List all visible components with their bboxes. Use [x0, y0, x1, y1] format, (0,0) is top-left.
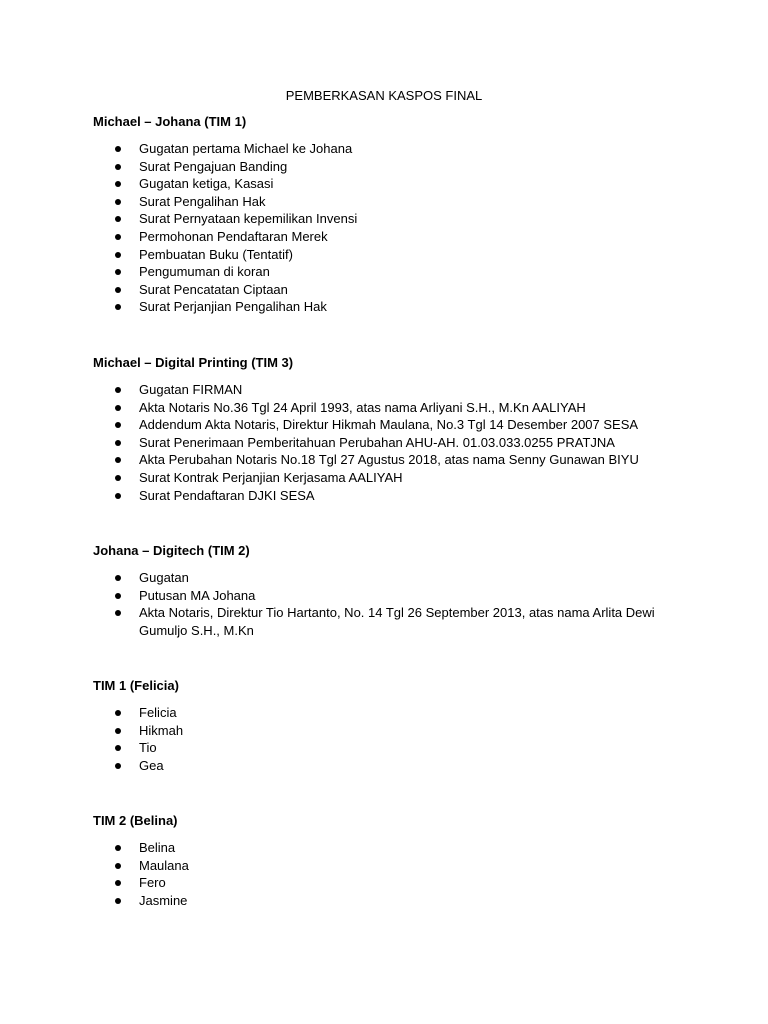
list-item-text: Gugatan pertama Michael ke Johana: [139, 141, 353, 156]
bullet-list: [93, 704, 693, 774]
bullet-icon: [115, 181, 121, 187]
list-item: [93, 298, 659, 316]
list-item: [93, 469, 659, 487]
bullet-icon: [115, 457, 121, 463]
list-item: [93, 739, 659, 757]
list-item: [93, 263, 659, 281]
list-item-text: Tio: [139, 740, 157, 756]
bullet-icon: [115, 234, 121, 240]
list-item: [93, 704, 659, 722]
list-item-text: Akta Notaris No.36 Tgl 24 April 1993, atas nama Arliyani S.H., M.Kn AALIYAH: [139, 399, 586, 415]
list-item: [93, 193, 659, 211]
list-item-text: Pengumuman di koran: [139, 264, 270, 280]
section-tim2-belina: [93, 813, 693, 909]
list-item-text: Surat Kontrak Perjanjian Kerjasama AALIYAH: [139, 469, 403, 485]
list-item: [93, 587, 659, 605]
list-item: [93, 246, 659, 264]
list-item-text: Akta Perubahan Notaris No.18 Tgl 27 Agustus 2018, atas nama Senny Gunawan BIYU: [139, 452, 639, 468]
list-item: [93, 175, 659, 193]
section-michael-digital-printing: [93, 355, 693, 504]
bullet-icon: [115, 745, 121, 751]
list-item-text: Jasmine: [139, 892, 188, 908]
section-heading: TIM 1 (Felicia): [93, 678, 179, 693]
bullet-icon: [115, 199, 121, 205]
list-item-text: Fero: [139, 875, 166, 891]
list-item: [93, 228, 659, 246]
bullet-icon: [115, 763, 121, 769]
section-michael-johana: [93, 114, 693, 316]
list-item-text: Felicia: [139, 705, 177, 720]
list-item: [93, 604, 659, 639]
list-item-text: Surat Penerimaan Pemberitahuan Perubahan AHU-AH. 01.03.033.0255 PRATJNA: [139, 434, 615, 450]
list-item-text: Surat Pernyataan kepemilikan Invensi: [139, 211, 358, 227]
bullet-icon: [115, 880, 121, 886]
list-item: [93, 874, 659, 892]
bullet-icon: [115, 728, 121, 734]
bullet-icon: [115, 475, 121, 481]
list-item-text: Surat Pengajuan Banding: [139, 158, 288, 174]
bullet-list: [93, 381, 693, 504]
list-item-text: Gugatan: [139, 570, 189, 585]
list-item-text: Pembuatan Buku (Tentatif): [139, 246, 293, 262]
bullet-icon: [115, 610, 121, 616]
bullet-icon: [115, 269, 121, 275]
bullet-icon: [115, 493, 121, 499]
bullet-list: [93, 839, 693, 909]
list-item: [93, 281, 659, 299]
list-item-text: Gugatan FIRMAN: [139, 382, 243, 397]
bullet-icon: [115, 146, 121, 152]
bullet-icon: [115, 304, 121, 310]
list-item-text: Maulana: [139, 857, 189, 873]
list-item: [93, 569, 659, 587]
section-heading: TIM 2 (Belina): [93, 813, 178, 828]
bullet-list: [93, 569, 693, 639]
section-heading: Michael – Digital Printing (TIM 3): [93, 355, 294, 370]
list-item: [93, 857, 659, 875]
bullet-icon: [115, 898, 121, 904]
list-item-text: Akta Notaris, Direktur Tio Hartanto, No. 14 Tgl 26 September 2013, atas nama Arlita Dewi Gumuljo S.H., M.Kn: [139, 605, 655, 638]
list-item-text: Surat Pengalihan Hak: [139, 193, 266, 209]
list-item: [93, 158, 659, 176]
list-item: [93, 140, 659, 158]
list-item: [93, 399, 659, 417]
document-title: PEMBERKASAN KASPOS FINAL: [285, 88, 483, 103]
section-heading: Johana – Digitech (TIM 2): [93, 543, 250, 558]
bullet-list: [93, 140, 693, 316]
list-item-text: Surat Perjanjian Pengalihan Hak: [139, 299, 327, 315]
bullet-icon: [115, 387, 121, 393]
list-item-text: Permohonan Pendaftaran Merek: [139, 228, 328, 244]
bullet-icon: [115, 863, 121, 869]
list-item-text: Surat Pendaftaran DJKI SESA: [139, 487, 315, 503]
list-item: [93, 416, 659, 434]
bullet-icon: [115, 405, 121, 411]
list-item: [93, 487, 659, 505]
section-johana-digitech: [93, 543, 693, 639]
list-item: [93, 839, 659, 857]
list-item: [93, 381, 659, 399]
bullet-icon: [115, 593, 121, 599]
bullet-icon: [115, 845, 121, 851]
list-item-text: Gea: [139, 757, 164, 773]
list-item-text: Putusan MA Johana: [139, 587, 256, 603]
bullet-icon: [115, 287, 121, 293]
bullet-icon: [115, 252, 121, 258]
bullet-icon: [115, 440, 121, 446]
list-item: [93, 434, 659, 452]
list-item: [93, 757, 659, 775]
bullet-icon: [115, 216, 121, 222]
list-item: [93, 892, 659, 910]
list-item-text: Surat Pencatatan Ciptaan: [139, 281, 288, 297]
section-heading: Michael – Johana (TIM 1): [93, 114, 247, 129]
list-item-text: Gugatan ketiga, Kasasi: [139, 176, 274, 192]
list-item-text: Hikmah: [139, 722, 184, 738]
bullet-icon: [115, 710, 121, 716]
list-item-text: Addendum Akta Notaris, Direktur Hikmah Maulana, No.3 Tgl 14 Desember 2007 SESA: [139, 417, 639, 433]
list-item-text: Belina: [139, 840, 176, 855]
bullet-icon: [115, 575, 121, 581]
list-item: [93, 210, 659, 228]
bullet-icon: [115, 422, 121, 428]
list-item: [93, 451, 659, 469]
section-tim1-felicia: [93, 678, 693, 774]
list-item: [93, 722, 659, 740]
bullet-icon: [115, 164, 121, 170]
